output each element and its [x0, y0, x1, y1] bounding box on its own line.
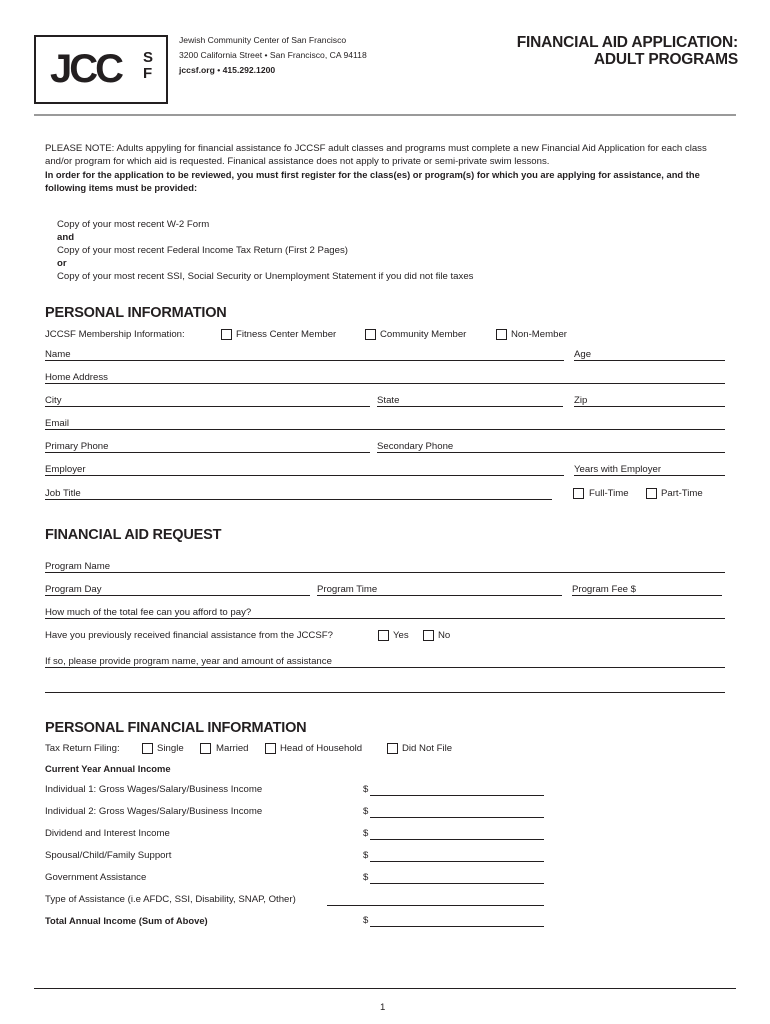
single-label: Single	[157, 743, 184, 754]
personal-financial-heading: PERSONAL FINANCIAL INFORMATION	[45, 720, 307, 736]
logo-sf-f: F	[143, 65, 153, 82]
previous-details-label: If so, please provide program name, year and amount of assistance	[45, 656, 332, 667]
married-label: Married	[216, 743, 249, 754]
org-info	[179, 33, 367, 78]
home-address-label: Home Address	[45, 372, 108, 383]
required-documents	[57, 218, 473, 283]
jccsf-logo	[34, 35, 168, 104]
program-day-field[interactable]	[45, 595, 310, 596]
org-contact: jccsf.org • 415.292.1200	[179, 65, 276, 75]
email-label: Email	[45, 418, 69, 429]
government-dollar: $	[363, 872, 369, 883]
org-name: Jewish Community Center of San Francisco	[179, 35, 347, 45]
current-year-income-label: Current Year Annual Income	[45, 763, 171, 774]
spousal-support-label: Spousal/Child/Family Support	[45, 850, 172, 861]
age-label: Age	[574, 349, 592, 360]
individual2-income-field[interactable]	[370, 817, 544, 818]
previous-details-field[interactable]	[45, 667, 725, 668]
logo-text: JCC	[50, 47, 122, 91]
instructions-para-2: In order for the application to be reviewed, you must first register for the class(es) or program(s) for which you are applying for assistance, and the following items must be provided:	[45, 169, 700, 193]
non-member-label: Non-Member	[511, 329, 567, 340]
total-income-label: Total Annual Income (Sum of Above)	[45, 915, 208, 926]
doc-item-w2: Copy of your most recent W-2 Form	[57, 219, 210, 230]
government-assistance-label: Government Assistance	[45, 872, 147, 883]
employer-label: Employer	[45, 464, 86, 475]
name-field[interactable]	[45, 360, 564, 361]
age-field[interactable]	[574, 360, 725, 361]
footer-divider	[34, 988, 736, 989]
tax-filing-label: Tax Return Filing:	[45, 743, 120, 754]
name-label: Name	[45, 349, 71, 360]
financial-aid-request-heading: FINANCIAL AID REQUEST	[45, 527, 222, 543]
program-fee-field[interactable]	[572, 595, 722, 596]
individual2-dollar: $	[363, 806, 369, 817]
doc-item-ssi: Copy of your most recent SSI, Social Security or Unemployment Statement if you did not file taxes	[57, 271, 474, 282]
instructions	[45, 142, 725, 194]
dividend-income-label: Dividend and Interest Income	[45, 828, 170, 839]
program-time-label: Program Time	[317, 584, 378, 595]
type-assistance-label: Type of Assistance (i.e AFDC, SSI, Disability, SNAP, Other)	[45, 894, 296, 905]
zip-field[interactable]	[574, 406, 725, 407]
single-checkbox[interactable]	[142, 743, 153, 754]
email-field[interactable]	[45, 429, 725, 430]
previous-aid-yes-label: Yes	[393, 630, 409, 641]
job-title-field[interactable]	[45, 499, 552, 500]
secondary-phone-label: Secondary Phone	[377, 441, 454, 452]
years-employer-field[interactable]	[574, 475, 725, 476]
married-checkbox[interactable]	[200, 743, 211, 754]
spousal-support-field[interactable]	[370, 861, 544, 862]
state-field[interactable]	[377, 406, 563, 407]
part-time-label: Part-Time	[661, 488, 703, 499]
dividend-dollar: $	[363, 828, 369, 839]
logo-sf-s: S	[143, 49, 154, 66]
program-time-field[interactable]	[317, 595, 562, 596]
spousal-dollar: $	[363, 850, 369, 861]
afford-label: How much of the total fee can you afford to pay?	[45, 607, 252, 618]
individual2-income-label: Individual 2: Gross Wages/Salary/Business Income	[45, 806, 263, 817]
page-title	[517, 34, 738, 68]
doc-and: and	[57, 232, 75, 243]
fitness-member-checkbox[interactable]	[221, 329, 232, 340]
part-time-checkbox[interactable]	[646, 488, 657, 499]
previous-aid-label: Have you previously received financial assistance from the JCCSF?	[45, 630, 333, 641]
zip-label: Zip	[574, 395, 588, 406]
individual1-income-label: Individual 1: Gross Wages/Salary/Business Income	[45, 784, 263, 795]
head-household-label: Head of Household	[280, 743, 363, 754]
page-number: 1	[380, 1002, 386, 1013]
individual1-dollar: $	[363, 784, 369, 795]
head-household-checkbox[interactable]	[265, 743, 276, 754]
total-dollar: $	[363, 915, 369, 926]
title-line-2: ADULT PROGRAMS	[593, 51, 738, 68]
previous-details-field-2[interactable]	[45, 692, 725, 693]
logo-sf	[143, 50, 153, 82]
previous-aid-yes-checkbox[interactable]	[378, 630, 389, 641]
personal-info-heading: PERSONAL INFORMATION	[45, 305, 227, 321]
fitness-member-label: Fitness Center Member	[236, 329, 337, 340]
primary-phone-field[interactable]	[45, 452, 370, 453]
afford-field[interactable]	[45, 618, 725, 619]
state-label: State	[377, 395, 400, 406]
employer-field[interactable]	[45, 475, 564, 476]
instructions-para-1: PLEASE NOTE: Adults appyling for financial assistance fo JCCSF adult classes and programs must complete a new Financial Aid Application for each class and/or program for which aid is requested. Finanical assistance does not apply to private or semi-private swim lessons.	[45, 143, 707, 167]
home-address-field[interactable]	[45, 383, 725, 384]
secondary-phone-field[interactable]	[377, 452, 725, 453]
doc-item-tax-return: Copy of your most recent Federal Income Tax Return (First 2 Pages)	[57, 245, 348, 256]
program-day-label: Program Day	[45, 584, 102, 595]
non-member-checkbox[interactable]	[496, 329, 507, 340]
previous-aid-no-label: No	[438, 630, 451, 641]
header-divider	[34, 114, 736, 116]
city-field[interactable]	[45, 406, 370, 407]
government-assistance-field[interactable]	[370, 883, 544, 884]
previous-aid-no-checkbox[interactable]	[423, 630, 434, 641]
individual1-income-field[interactable]	[370, 795, 544, 796]
program-fee-label: Program Fee $	[572, 584, 636, 595]
did-not-file-checkbox[interactable]	[387, 743, 398, 754]
job-title-label: Job Title	[45, 488, 81, 499]
program-name-label: Program Name	[45, 561, 111, 572]
primary-phone-label: Primary Phone	[45, 441, 109, 452]
full-time-checkbox[interactable]	[573, 488, 584, 499]
dividend-income-field[interactable]	[370, 839, 544, 840]
city-label: City	[45, 395, 62, 406]
community-member-label: Community Member	[380, 329, 467, 340]
did-not-file-label: Did Not File	[402, 743, 453, 754]
org-address: 3200 California Street • San Francisco, CA 94118	[179, 50, 367, 60]
type-assistance-field[interactable]	[327, 905, 544, 906]
membership-label: JCCSF Membership Information:	[45, 329, 185, 340]
program-name-field[interactable]	[45, 572, 725, 573]
years-employer-label: Years with Employer	[574, 464, 662, 475]
community-member-checkbox[interactable]	[365, 329, 376, 340]
title-line-1: FINANCIAL AID APPLICATION:	[516, 34, 738, 51]
total-income-field[interactable]	[370, 926, 544, 927]
doc-or: or	[57, 258, 67, 269]
full-time-label: Full-Time	[589, 488, 629, 499]
